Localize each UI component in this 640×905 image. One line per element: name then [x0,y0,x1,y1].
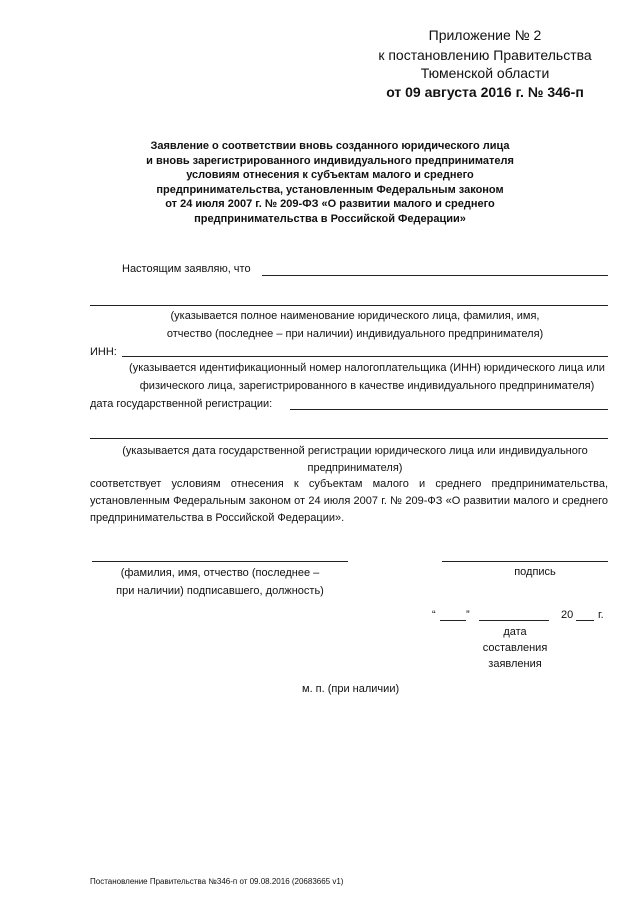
reg-date-label: дата государственной регистрации: [90,398,273,410]
date-month-line[interactable] [479,620,549,621]
inn-hint [117,361,617,393]
reg-date-fill-line[interactable] [290,409,608,410]
signer-hint-line: при наличии) подписавшего, должность) [116,585,324,597]
name-fill-line[interactable] [90,305,608,306]
document-title [120,139,540,226]
date-caption [470,624,560,672]
date-day-line[interactable] [440,620,466,621]
reg-hint-line: предпринимателя) [307,462,403,474]
title-line: предпринимательства в Российской Федерации» [194,212,466,225]
title-line: Заявление о соответствии вновь созданного юридического лица [150,140,510,152]
declare-label: Настоящим заявляю, что [122,263,251,275]
title-line: предпринимательства, установленным Федеральным законом [156,183,504,196]
resolution-date-number: от 09 августа 2016 г. № 346-п [386,84,584,100]
inn-hint-line: физического лица, зарегистрированного в качестве индивидуального предпринимателя) [139,380,595,392]
date-day-open-quote: “ [432,609,436,621]
resolution-reference: к постановлению Правительства [378,47,592,63]
reg-date-extra-line[interactable] [90,438,608,439]
footer-reference: Постановление Правительства №346-п от 09.08.2016 (20683665 v1) [90,877,344,886]
name-hint-line: отчество (последнее – при наличии) индивидуального предпринимателя) [166,328,544,340]
inn-label: ИНН: [90,346,117,358]
signer-hint [100,565,340,599]
date-day-close-quote: ” [466,609,470,621]
signer-hint-line: (фамилия, имя, отчество (последнее – [120,567,320,579]
name-hint [100,309,610,341]
declare-fill-line[interactable] [262,275,608,276]
name-hint-line: (указывается полное наименование юридического лица, фамилия, имя, [170,310,540,322]
date-caption-line: заявления [488,658,542,670]
stamp-label: м. п. (при наличии) [302,683,400,695]
appendix-number: Приложение № 2 [428,27,542,43]
title-line: и вновь зарегистрированного индивидуального предпринимателя [146,154,514,167]
date-caption-line: дата [503,626,527,638]
compliance-statement: соответствует условиям отнесения к субъектам малого и среднего предпринимательства, установленным Федеральным законом от 24 июля 2007 г. № 209-ФЗ «О развитии малого и среднего предпринимательства в Российской Федерации». [90,478,608,524]
date-year-suffix: г. [598,609,604,621]
date-year-line[interactable] [576,620,594,621]
region-name: Тюменской области [420,65,550,81]
title-line: от 24 июля 2007 г. № 209-ФЗ «О развитии малого и среднего [165,198,495,210]
reg-hint-line: (указывается дата государственной регистрации юридического лица или индивидуального [122,445,588,457]
signer-fill-line[interactable] [92,561,348,562]
date-caption-line: составления [482,642,548,654]
date-year-prefix: 20 [561,609,574,621]
inn-hint-line: (указывается идентификационный номер налогоплательщика (ИНН) юридического лица или [129,362,605,374]
signature-fill-line[interactable] [442,561,608,562]
title-line: условиям отнесения к субъектам малого и среднего [186,169,474,181]
reg-hint [100,444,610,475]
signature-label: подпись [514,566,556,578]
inn-fill-line[interactable] [122,356,608,357]
